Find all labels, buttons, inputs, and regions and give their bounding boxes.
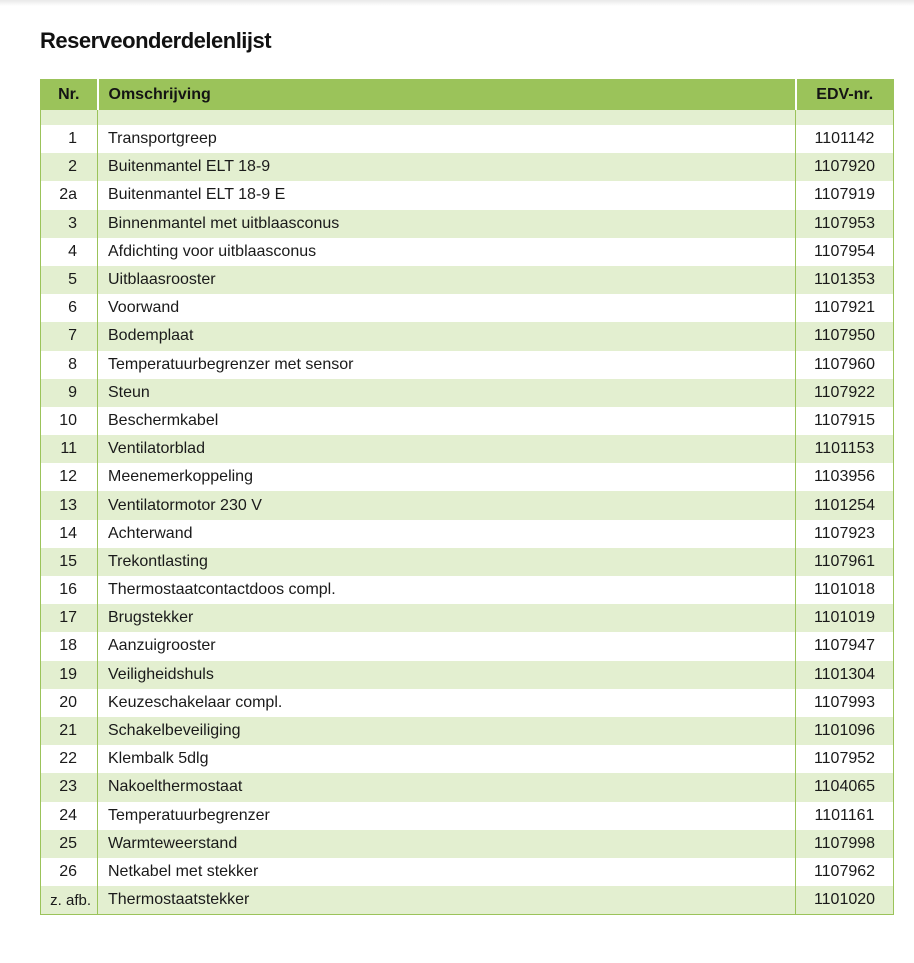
part-description-cell: Ventilatorblad bbox=[98, 435, 796, 463]
table-row bbox=[41, 858, 894, 886]
part-description-cell: Ventilatormotor 230 V bbox=[98, 491, 796, 519]
part-number-cell: 15 bbox=[41, 548, 98, 576]
table-row bbox=[41, 125, 894, 153]
edv-number-cell: 1107954 bbox=[796, 238, 894, 266]
part-description-cell: Thermostaatcontactdoos compl. bbox=[98, 576, 796, 604]
table-row bbox=[41, 238, 894, 266]
part-description-cell: Buitenmantel ELT 18-9 E bbox=[98, 181, 796, 209]
part-description-cell: Achterwand bbox=[98, 520, 796, 548]
spacer-cell bbox=[796, 110, 894, 126]
edv-number-cell: 1107953 bbox=[796, 210, 894, 238]
edv-number-cell: 1107922 bbox=[796, 379, 894, 407]
parts-table bbox=[40, 79, 894, 915]
part-number-cell: 6 bbox=[41, 294, 98, 322]
part-description-cell: Nakoelthermostaat bbox=[98, 773, 796, 801]
part-number-cell: 19 bbox=[41, 661, 98, 689]
edv-number-cell: 1107920 bbox=[796, 153, 894, 181]
edv-number-cell: 1104065 bbox=[796, 773, 894, 801]
edv-number-cell: 1107915 bbox=[796, 407, 894, 435]
table-row bbox=[41, 181, 894, 209]
part-number-cell: 5 bbox=[41, 266, 98, 294]
part-number-cell: 23 bbox=[41, 773, 98, 801]
table-row bbox=[41, 745, 894, 773]
part-number-cell: 9 bbox=[41, 379, 98, 407]
part-description-cell: Voorwand bbox=[98, 294, 796, 322]
table-body bbox=[41, 110, 894, 915]
part-description-cell: Brugstekker bbox=[98, 604, 796, 632]
column-header-nr: Nr. bbox=[41, 80, 98, 110]
table-row bbox=[41, 717, 894, 745]
part-description-cell: Schakelbeveiliging bbox=[98, 717, 796, 745]
table-row bbox=[41, 351, 894, 379]
part-number-cell: z. afb. bbox=[41, 886, 98, 915]
table-row bbox=[41, 830, 894, 858]
edv-number-cell: 1107952 bbox=[796, 745, 894, 773]
part-number-cell: 2 bbox=[41, 153, 98, 181]
spacer-cell bbox=[98, 110, 796, 126]
table-row bbox=[41, 266, 894, 294]
part-description-cell: Temperatuurbegrenzer bbox=[98, 802, 796, 830]
part-description-cell: Transportgreep bbox=[98, 125, 796, 153]
part-number-cell: 14 bbox=[41, 520, 98, 548]
part-number-cell: 17 bbox=[41, 604, 98, 632]
table-row bbox=[41, 379, 894, 407]
table-row bbox=[41, 604, 894, 632]
part-description-cell: Afdichting voor uitblaasconus bbox=[98, 238, 796, 266]
part-number-cell: 24 bbox=[41, 802, 98, 830]
edv-number-cell: 1107993 bbox=[796, 689, 894, 717]
table-row bbox=[41, 435, 894, 463]
part-description-cell: Veiligheidshuls bbox=[98, 661, 796, 689]
part-description-cell: Beschermkabel bbox=[98, 407, 796, 435]
part-number-cell: 7 bbox=[41, 322, 98, 350]
part-description-cell: Thermostaatstekker bbox=[98, 886, 796, 915]
part-description-cell: Uitblaasrooster bbox=[98, 266, 796, 294]
table-row bbox=[41, 210, 894, 238]
edv-number-cell: 1101142 bbox=[796, 125, 894, 153]
part-number-cell: 3 bbox=[41, 210, 98, 238]
edv-number-cell: 1107919 bbox=[796, 181, 894, 209]
edv-number-cell: 1101019 bbox=[796, 604, 894, 632]
table-row bbox=[41, 886, 894, 915]
table-row bbox=[41, 463, 894, 491]
edv-number-cell: 1107960 bbox=[796, 351, 894, 379]
page-edge bbox=[0, 0, 914, 6]
column-header-edv: EDV-nr. bbox=[796, 80, 894, 110]
edv-number-cell: 1107923 bbox=[796, 520, 894, 548]
part-number-cell: 20 bbox=[41, 689, 98, 717]
edv-number-cell: 1101304 bbox=[796, 661, 894, 689]
part-description-cell: Bodemplaat bbox=[98, 322, 796, 350]
part-description-cell: Trekontlasting bbox=[98, 548, 796, 576]
edv-number-cell: 1107921 bbox=[796, 294, 894, 322]
edv-number-cell: 1107962 bbox=[796, 858, 894, 886]
part-number-cell: 13 bbox=[41, 491, 98, 519]
page-title: Reserveonderdelenlijst bbox=[40, 27, 272, 53]
table-row bbox=[41, 548, 894, 576]
edv-number-cell: 1101018 bbox=[796, 576, 894, 604]
edv-number-cell: 1101254 bbox=[796, 491, 894, 519]
part-number-cell: 2a bbox=[41, 181, 98, 209]
part-number-cell: 22 bbox=[41, 745, 98, 773]
edv-number-cell: 1107961 bbox=[796, 548, 894, 576]
part-number-cell: 12 bbox=[41, 463, 98, 491]
edv-number-cell: 1101161 bbox=[796, 802, 894, 830]
part-number-cell: 18 bbox=[41, 632, 98, 660]
edv-number-cell: 1107950 bbox=[796, 322, 894, 350]
part-description-cell: Aanzuigrooster bbox=[98, 632, 796, 660]
part-number-cell: 21 bbox=[41, 717, 98, 745]
table-spacer-row bbox=[41, 110, 894, 126]
table-row bbox=[41, 689, 894, 717]
table-row bbox=[41, 802, 894, 830]
part-description-cell: Binnenmantel met uitblaasconus bbox=[98, 210, 796, 238]
table-row bbox=[41, 153, 894, 181]
table-row bbox=[41, 491, 894, 519]
part-description-cell: Buitenmantel ELT 18-9 bbox=[98, 153, 796, 181]
table-row bbox=[41, 294, 894, 322]
table-row bbox=[41, 576, 894, 604]
part-number-cell: 25 bbox=[41, 830, 98, 858]
part-description-cell: Klembalk 5dlg bbox=[98, 745, 796, 773]
part-number-cell: 26 bbox=[41, 858, 98, 886]
part-description-cell: Netkabel met stekker bbox=[98, 858, 796, 886]
spacer-cell bbox=[41, 110, 98, 126]
part-description-cell: Keuzeschakelaar compl. bbox=[98, 689, 796, 717]
part-number-cell: 4 bbox=[41, 238, 98, 266]
table-row bbox=[41, 520, 894, 548]
column-header-description: Omschrijving bbox=[98, 80, 796, 110]
table-row bbox=[41, 632, 894, 660]
edv-number-cell: 1101353 bbox=[796, 266, 894, 294]
edv-number-cell: 1103956 bbox=[796, 463, 894, 491]
part-number-cell: 10 bbox=[41, 407, 98, 435]
part-number-cell: 11 bbox=[41, 435, 98, 463]
edv-number-cell: 1101096 bbox=[796, 717, 894, 745]
part-description-cell: Meenemerkoppeling bbox=[98, 463, 796, 491]
table-header-row bbox=[41, 80, 894, 110]
part-number-cell: 1 bbox=[41, 125, 98, 153]
part-number-cell: 16 bbox=[41, 576, 98, 604]
part-description-cell: Warmteweerstand bbox=[98, 830, 796, 858]
part-description-cell: Steun bbox=[98, 379, 796, 407]
part-number-cell: 8 bbox=[41, 351, 98, 379]
edv-number-cell: 1107947 bbox=[796, 632, 894, 660]
table-row bbox=[41, 407, 894, 435]
edv-number-cell: 1101020 bbox=[796, 886, 894, 915]
table-row bbox=[41, 661, 894, 689]
edv-number-cell: 1101153 bbox=[796, 435, 894, 463]
part-description-cell: Temperatuurbegrenzer met sensor bbox=[98, 351, 796, 379]
table-row bbox=[41, 773, 894, 801]
edv-number-cell: 1107998 bbox=[796, 830, 894, 858]
table-row bbox=[41, 322, 894, 350]
